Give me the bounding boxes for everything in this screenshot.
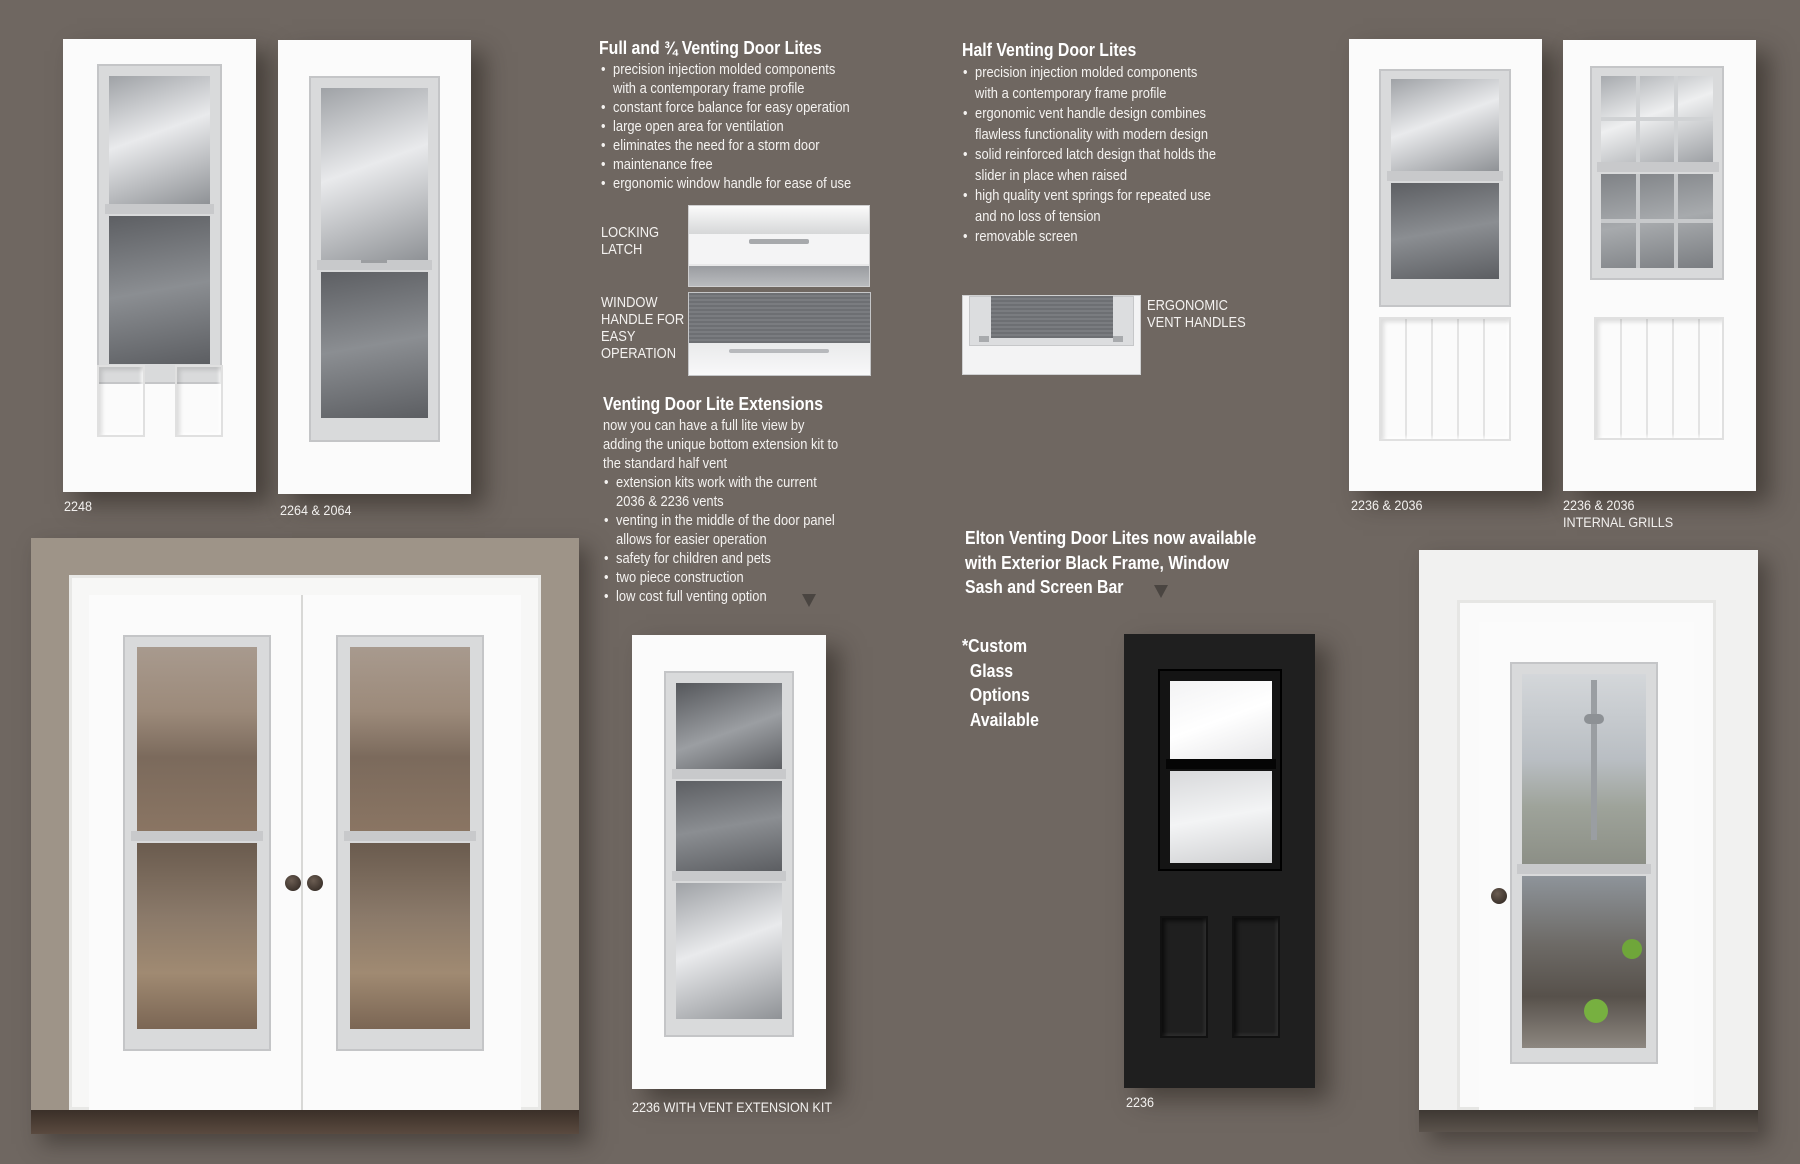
lower-grille-glass xyxy=(1601,174,1713,268)
bullet: • large open area for ventilation xyxy=(601,117,851,136)
window-handle-label: WINDOW HANDLE FOR EASY OPERATION xyxy=(601,294,685,362)
extensions-title: Venting Door Lite Extensions xyxy=(603,394,824,414)
vent-frame xyxy=(1590,66,1724,280)
screen xyxy=(1170,771,1272,863)
door-knob-icon xyxy=(1491,888,1507,904)
sash-bar xyxy=(672,769,786,779)
vent-frame xyxy=(123,635,271,1051)
locking-latch-photo xyxy=(688,205,870,287)
bullet: • safety for children and pets xyxy=(604,549,835,568)
screen xyxy=(109,216,210,364)
upper-glass xyxy=(1170,681,1272,759)
upper-glass xyxy=(676,683,782,769)
window-handle-icon xyxy=(361,260,387,263)
patio-view-upper xyxy=(350,647,470,831)
upper-glass xyxy=(1391,79,1499,171)
black-door-2236 xyxy=(1124,634,1315,1088)
panel-right xyxy=(1232,916,1280,1038)
vent-frame xyxy=(664,671,794,1037)
floor xyxy=(31,1110,579,1134)
balcony-view-lower xyxy=(1522,876,1646,1048)
sash-bar xyxy=(1166,759,1276,769)
bullet: • extension kits work with the current 2036 & 2236 vents xyxy=(604,473,835,511)
bullet: • solid reinforced latch design that holds the slider in place when raised xyxy=(963,145,1216,186)
sash-bar xyxy=(1387,171,1503,181)
city-view-door-photo xyxy=(1419,550,1758,1132)
full-venting-bullets xyxy=(601,60,851,193)
custom-glass-note: *Custom Glass Options Available xyxy=(962,636,1039,730)
ergonomic-vent-photo xyxy=(962,295,1141,375)
baseboard xyxy=(1419,1110,1758,1132)
door-2236-grills xyxy=(1563,40,1756,491)
bullet: • ergonomic vent handle design combines flawless functionality with modern design xyxy=(963,104,1216,145)
upper-glass xyxy=(321,88,428,260)
extension-bar xyxy=(672,871,786,881)
bullet: • constant force balance for easy operation xyxy=(601,98,851,117)
sash-bar xyxy=(131,831,263,841)
vent-frame xyxy=(97,64,222,384)
bullet: • precision injection molded components with a contemporary frame profile xyxy=(601,60,851,98)
screen xyxy=(1391,183,1499,279)
extension-glass xyxy=(676,883,782,1019)
bullet: • low cost full venting option xyxy=(604,587,835,606)
window-handle-photo xyxy=(688,292,871,376)
door xyxy=(1479,622,1694,1110)
left-door xyxy=(89,595,303,1110)
locking-latch-label: LOCKING LATCH xyxy=(601,224,660,258)
elton-announcement: Elton Venting Door Lites now available with Exterior Black Frame, Window Sash and Screen Bar xyxy=(965,528,1257,597)
door-2248 xyxy=(63,39,256,492)
door-2264-caption: 2264 & 2064 xyxy=(280,502,352,518)
upper-glass xyxy=(109,76,210,204)
half-venting-bullets xyxy=(963,63,1216,248)
arrow-down-icon xyxy=(802,594,816,607)
screen xyxy=(676,781,782,871)
door-knob-icon xyxy=(307,875,323,891)
bullet: • two piece construction xyxy=(604,568,835,587)
screen xyxy=(321,272,428,418)
v-groove-panel xyxy=(1594,317,1724,440)
double-door-photo xyxy=(31,538,579,1134)
v-groove-panel xyxy=(1379,317,1511,441)
vent-frame xyxy=(1510,662,1658,1064)
bullet: • venting in the middle of the door panel allows for easier operation xyxy=(604,511,835,549)
bullet: • removable screen xyxy=(963,227,1216,248)
panel-right xyxy=(175,365,223,437)
sash-bar xyxy=(1517,864,1651,874)
vent-frame xyxy=(309,76,440,442)
sash-bar xyxy=(344,831,476,841)
upper-grille-glass xyxy=(1601,76,1713,162)
extensions-intro: now you can have a full lite view by adding the unique bottom extension kit to the standard half vent xyxy=(603,417,839,472)
door-2236-grills-caption: 2236 & 2036 INTERNAL GRILLS xyxy=(1563,497,1674,530)
bullet: • ergonomic window handle for ease of use xyxy=(601,174,851,193)
door-2236-extension-kit xyxy=(632,635,826,1089)
patio-view-lower xyxy=(137,843,257,1029)
patio-view-lower xyxy=(350,843,470,1029)
door-2248-caption: 2248 xyxy=(64,498,93,514)
panel-left xyxy=(97,365,145,437)
sash-bar xyxy=(1597,162,1719,172)
vent-frame xyxy=(336,635,484,1051)
arrow-down-icon xyxy=(1154,585,1168,598)
door-2236-2036-caption: 2236 & 2036 xyxy=(1351,497,1423,513)
right-door xyxy=(303,595,521,1110)
vent-frame xyxy=(1379,69,1511,307)
panel-left xyxy=(1160,916,1208,1038)
ergonomic-label: ERGONOMIC VENT HANDLES xyxy=(1147,297,1246,331)
door-knob-icon xyxy=(285,875,301,891)
bullet: • eliminates the need for a storm door xyxy=(601,136,851,155)
door-2264 xyxy=(278,40,471,494)
tower-icon xyxy=(1591,680,1597,840)
vent-frame xyxy=(1158,669,1282,871)
bullet: • high quality vent springs for repeated use and no loss of tension xyxy=(963,186,1216,227)
half-venting-title: Half Venting Door Lites xyxy=(962,40,1137,60)
door-2236-extension-caption: 2236 WITH VENT EXTENSION KIT xyxy=(632,1099,833,1115)
bullet: • maintenance free xyxy=(601,155,851,174)
bullet: • precision injection molded components with a contemporary frame profile xyxy=(963,63,1216,104)
sash-bar xyxy=(105,204,214,214)
extensions-bullets xyxy=(604,473,835,606)
patio-view-upper xyxy=(137,647,257,831)
black-door-caption: 2236 xyxy=(1126,1094,1155,1110)
full-venting-title: Full and ¾ Venting Door Lites xyxy=(599,38,822,58)
door-2236-2036 xyxy=(1349,39,1542,491)
city-view-upper xyxy=(1522,674,1646,864)
